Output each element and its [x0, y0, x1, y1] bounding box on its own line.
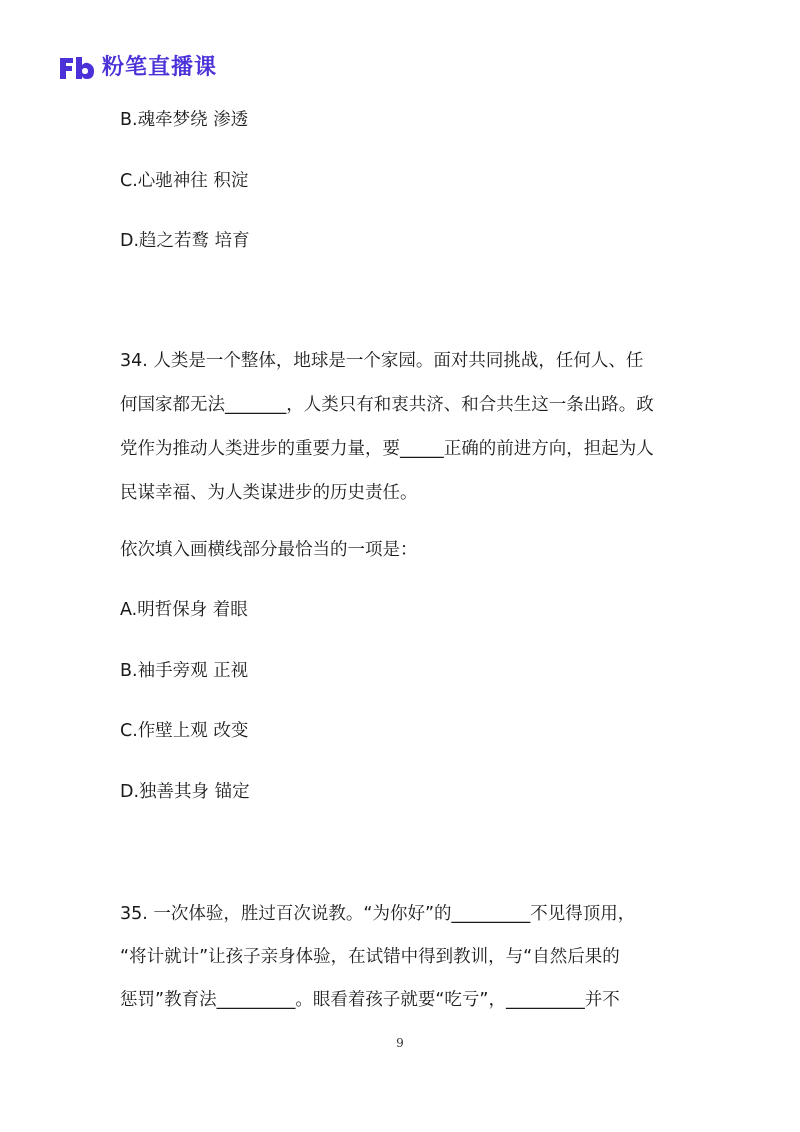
q34-instruction: 依次填入画横线部分最恰当的一项是：: [120, 540, 418, 560]
q34-option-a: A.明哲保身 着眼: [120, 600, 248, 620]
fb-logo-icon: [58, 55, 96, 81]
option-d: D.趋之若鹜 培育: [120, 231, 250, 251]
q34-option-b: B.袖手旁观 正视: [120, 661, 249, 681]
q34-stem-line-4: 民谋幸福、为人类谋进步的历史责任。: [120, 483, 418, 503]
option-c: C.心驰神往 积淀: [120, 171, 249, 191]
q34-stem-line-1: 34. 人类是一个整体，地球是一个家园。面对共同挑战，任何人、任: [120, 351, 644, 371]
q34-option-c: C.作壁上观 改变: [120, 721, 249, 741]
q35-stem-line-2: “将计就计”让孩子亲身体验，在试错中得到教训，与“自然后果的: [120, 947, 620, 967]
option-b: B.魂牵梦绕 渗透: [120, 110, 249, 130]
q34-option-d: D.独善其身 锚定: [120, 782, 250, 802]
q35-stem-line-3: 惩罚”教育法_________。眼看着孩子就要“吃亏”，_________并不: [120, 990, 620, 1010]
logo-text: 粉笔直播课: [102, 55, 218, 80]
q34-stem-line-3: 党作为推动人类进步的重要力量，要_____正确的前进方向，担起为人: [120, 439, 654, 459]
q34-stem-line-2: 何国家都无法_______，人类只有和衷共济、和合共生这一条出路。政: [120, 395, 654, 415]
brand-logo: [58, 54, 217, 82]
q35-stem-line-1: 35. 一次体验，胜过百次说教。“为你好”的_________不见得顶用，: [120, 904, 636, 924]
page-number: 9: [396, 1036, 404, 1050]
